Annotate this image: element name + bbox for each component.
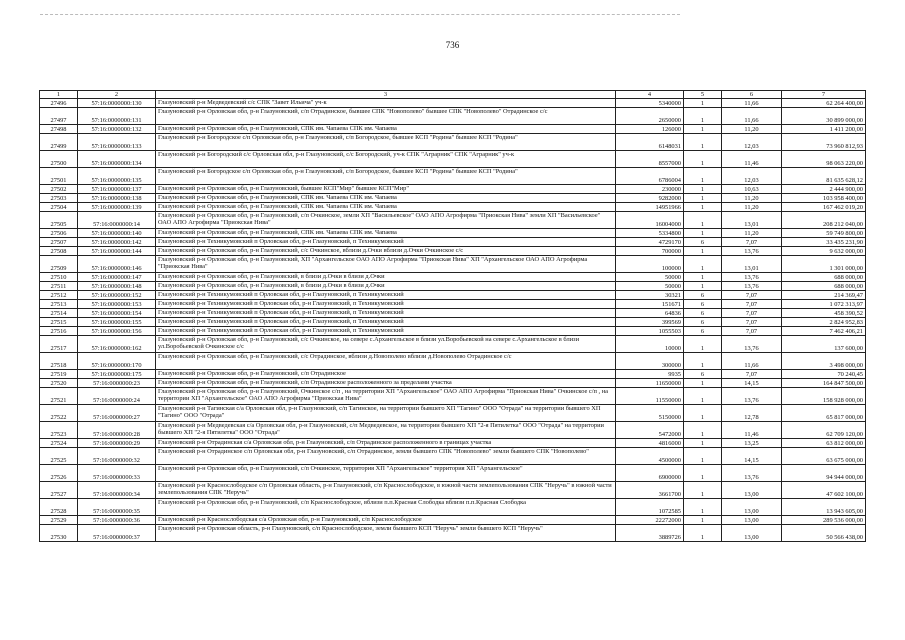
table-row [40, 134, 866, 151]
cell-coef: 12,03 [722, 168, 782, 185]
cell-area: 1055503 [616, 327, 684, 336]
cell-addr: Глазуновский р-н Орловская обл, р-н Глазуновский, с/п Отрадинское [156, 370, 616, 379]
cell-cat: 1 [684, 499, 722, 516]
cell-area: 14951966 [616, 203, 684, 212]
cell-price: 73 960 812,93 [782, 134, 866, 151]
cell-cat: 1 [684, 353, 722, 370]
cell-coef: 11,20 [722, 203, 782, 212]
cell-addr: Глазуновский р-н Отрадинское с/п Орловская обл, р-н Глазуновский, с/п Отрадинское, земли бывшего СПК "Новополево" земли бывшего СПК "Новополево" [156, 448, 616, 465]
cell-area: 1072585 [616, 499, 684, 516]
cell-coef: 10,63 [722, 185, 782, 194]
cell-coef: 7,07 [722, 238, 782, 247]
cell-kn: 57:16:0000000:138 [78, 194, 156, 203]
cell-id: 27530 [40, 525, 78, 542]
cell-kn: 57:16:0000000:37 [78, 525, 156, 542]
cell-kn: 57:16:0000000:35 [78, 499, 156, 516]
cell-addr: Глазуновский р-н Орловская обл, р-н Глазуновский, с/п Краснослободское, вблизи п.п.Красная Слободка вблизи п.п.Красная Слободка [156, 499, 616, 516]
cell-kn: 57:16:0000000:144 [78, 247, 156, 256]
cell-coef: 11,66 [722, 108, 782, 125]
cell-coef: 11,20 [722, 125, 782, 134]
cell-addr: Глазуновский р-н Орловская обл, р-н Глазуновский, СПК им. Чапаева СПК им. Чапаева [156, 125, 616, 134]
cell-kn: 57:16:0000000:27 [78, 405, 156, 422]
cell-area: 100000 [616, 256, 684, 273]
table-row [40, 318, 866, 327]
cell-cat: 1 [684, 448, 722, 465]
cell-price: 208 212 040,00 [782, 212, 866, 229]
cell-coef: 7,07 [722, 318, 782, 327]
cell-coef: 13,00 [722, 516, 782, 525]
cell-cat: 1 [684, 99, 722, 108]
cell-addr: Глазуновский р-н Орловская область, р-н Глазуновский, с/п Краснослободское, земли бывшего КСП "Неручь" земли бывшего КСП "Неручь" [156, 525, 616, 542]
cell-price: 59 749 800,00 [782, 229, 866, 238]
cell-area: 2650000 [616, 108, 684, 125]
cell-addr: Глазуновский р-н Техникумовский п Орловская обл, р-н Глазуновский, п Техникумовский [156, 327, 616, 336]
table-row [40, 238, 866, 247]
cell-id: 27506 [40, 229, 78, 238]
table-row [40, 439, 866, 448]
cell-kn: 57:16:0000000:137 [78, 185, 156, 194]
cell-id: 27499 [40, 134, 78, 151]
cell-coef: 11,66 [722, 99, 782, 108]
cell-id: 27524 [40, 439, 78, 448]
cell-price: 2 444 900,00 [782, 185, 866, 194]
table-row [40, 273, 866, 282]
table-row [40, 229, 866, 238]
cell-addr: Глазуновский р-н Техникумовский п Орловская обл, р-н Глазуновский, п Техникумовский [156, 238, 616, 247]
cell-coef: 11,66 [722, 353, 782, 370]
cell-area: 6786004 [616, 168, 684, 185]
cell-area: 4729170 [616, 238, 684, 247]
table-row [40, 379, 866, 388]
cell-cat: 1 [684, 516, 722, 525]
cell-coef: 13,76 [722, 465, 782, 482]
cell-addr: Глазуновский р-н Богородское с/п Орловская обл, р-н Глазуновский, с/п Богородское, бывшее КСП "Родина" бывшее КСП "Родина" [156, 134, 616, 151]
cell-kn: 57:16:0000000:135 [78, 168, 156, 185]
cell-area: 230000 [616, 185, 684, 194]
cell-coef: 14,15 [722, 448, 782, 465]
cell-kn: 57:16:0000000:130 [78, 99, 156, 108]
cell-price: 103 958 400,00 [782, 194, 866, 203]
table-row [40, 300, 866, 309]
cell-kn: 57:16:0000000:147 [78, 273, 156, 282]
cell-cat: 6 [684, 318, 722, 327]
cell-cat: 1 [684, 336, 722, 353]
cell-kn: 57:16:0000000:33 [78, 465, 156, 482]
table-row [40, 168, 866, 185]
table-row [40, 482, 866, 499]
cell-addr: Глазуновский р-н Орловская обл, р-н Глазуновский, СПК им. Чапаева СПК им. Чапаева [156, 203, 616, 212]
cell-cat: 1 [684, 108, 722, 125]
cell-price: 214 369,47 [782, 291, 866, 300]
cell-addr: Глазуновский р-н Орловская обл, р-н Глазуновский, с/с Отрадинское, вблизи д.Новополево вблизи д.Новополево Отрадинское с/с [156, 353, 616, 370]
cell-id: 27501 [40, 168, 78, 185]
cell-cat: 1 [684, 185, 722, 194]
cell-area: 700000 [616, 247, 684, 256]
cell-kn: 57:16:0000000:148 [78, 282, 156, 291]
table-row [40, 256, 866, 273]
cell-kn: 57:16:0000000:134 [78, 151, 156, 168]
cell-kn: 57:16:0000000:23 [78, 379, 156, 388]
cell-id: 27519 [40, 370, 78, 379]
cell-area: 9935 [616, 370, 684, 379]
cell-area: 50000 [616, 282, 684, 291]
cell-cat: 6 [684, 300, 722, 309]
cell-cat: 1 [684, 194, 722, 203]
table-row [40, 151, 866, 168]
cell-id: 27513 [40, 300, 78, 309]
cell-addr: Глазуновский р-н Орловская обл, р-н Глазуновский, СПК им. Чапаева СПК им. Чапаева [156, 194, 616, 203]
cell-id: 27500 [40, 151, 78, 168]
cell-kn: 57:16:0000000:156 [78, 327, 156, 336]
header-col-6: 6 [722, 91, 782, 99]
cell-coef: 14,15 [722, 379, 782, 388]
cell-id: 27507 [40, 238, 78, 247]
cell-addr: Глазуновский р-н Орловская обл, р-н Глазуновский, с/с Очкинское, вблизи д.Очки вблизи д.Очки Очкинское с/с [156, 247, 616, 256]
cell-area: 30321 [616, 291, 684, 300]
table-row [40, 185, 866, 194]
cell-kn: 57:16:0000000:140 [78, 229, 156, 238]
cell-kn: 57:16:0000000:154 [78, 309, 156, 318]
cell-addr: Глазуновский р-н Орловская обл, р-н Глазуновский, в близи д.Очки в близи д.Очки [156, 273, 616, 282]
cell-area: 64836 [616, 309, 684, 318]
cell-area: 300000 [616, 353, 684, 370]
table-row [40, 448, 866, 465]
cell-cat: 1 [684, 422, 722, 439]
cell-id: 27505 [40, 212, 78, 229]
cell-price: 33 435 231,90 [782, 238, 866, 247]
cell-price: 13 943 605,00 [782, 499, 866, 516]
cell-addr: Глазуновский р-н Техникумовский п Орловская обл, р-н Глазуновский, п Техникумовский [156, 300, 616, 309]
cell-price: 65 817 000,00 [782, 405, 866, 422]
table-row [40, 336, 866, 353]
cell-area: 16004000 [616, 212, 684, 229]
cell-cat: 1 [684, 203, 722, 212]
cell-kn: 57:16:0000000:155 [78, 318, 156, 327]
cell-price: 70 240,45 [782, 370, 866, 379]
table-row [40, 203, 866, 212]
cell-addr: Глазуновский р-н Орловская обл, р-н Глазуновский, с/п Очкинское, территория ХП "Архангельское" территория ХП "Архангельское" [156, 465, 616, 482]
cell-area: 3889726 [616, 525, 684, 542]
cell-id: 27523 [40, 422, 78, 439]
cell-cat: 1 [684, 465, 722, 482]
cell-kn: 57:16:0000000:146 [78, 256, 156, 273]
cell-coef: 13,00 [722, 499, 782, 516]
cell-coef: 7,07 [722, 291, 782, 300]
cell-id: 27497 [40, 108, 78, 125]
cell-coef: 13,00 [722, 525, 782, 542]
cell-addr: Глазуновский р-н Орловская обл, р-н Глазуновский, с/п Очкинское, земли ХП "Васильевское" ОАО АПО Агрофирма "Приокская Нива" земли ХП "Васильевское" ОАО АПО Агрофирма "Приокская Нива" [156, 212, 616, 229]
table-row [40, 499, 866, 516]
cell-id: 27516 [40, 327, 78, 336]
cell-id: 27502 [40, 185, 78, 194]
cell-cat: 1 [684, 134, 722, 151]
cell-area: 11650000 [616, 379, 684, 388]
cell-coef: 11,20 [722, 229, 782, 238]
cell-addr: Глазуновский р-н Орловская обл, р-н Глазуновский, Очкинское с/п , на территории ХП "Архангельское" ОАО АПО Агрофирма "Приокская Нива" Очкинское с/п , на территории ХП "Архангельское" ОАО АПО Агрофирма "Приокская Нива" [156, 388, 616, 405]
cell-coef: 13,01 [722, 256, 782, 273]
cell-cat: 6 [684, 327, 722, 336]
cell-price: 81 635 628,12 [782, 168, 866, 185]
table-row [40, 327, 866, 336]
header-col-7: 7 [782, 91, 866, 99]
cell-coef: 13,76 [722, 247, 782, 256]
table-row [40, 525, 866, 542]
cell-coef: 7,07 [722, 327, 782, 336]
cell-addr: Глазуновский р-н Отрадинская с/а Орловская обл, р-н Глазуновский, с/п Отрадинское расположенного в границах участка [156, 439, 616, 448]
cell-cat: 1 [684, 212, 722, 229]
cell-price: 50 566 438,00 [782, 525, 866, 542]
cell-id: 27517 [40, 336, 78, 353]
cell-price: 688 000,00 [782, 273, 866, 282]
cell-price: 7 462 406,21 [782, 327, 866, 336]
cell-kn: 57:16:0000000:142 [78, 238, 156, 247]
cell-addr: Глазуновский р-н Медведевский с/с СПК "Завет Ильича" уч-к [156, 99, 616, 108]
cell-area: 6900000 [616, 465, 684, 482]
cell-price: 1 301 000,00 [782, 256, 866, 273]
cell-kn: 57:16:0000000:133 [78, 134, 156, 151]
cell-cat: 1 [684, 168, 722, 185]
cell-id: 27515 [40, 318, 78, 327]
cell-id: 27504 [40, 203, 78, 212]
cell-kn: 57:16:0000000:36 [78, 516, 156, 525]
cell-cat: 6 [684, 309, 722, 318]
cell-cat: 6 [684, 291, 722, 300]
cell-cat: 6 [684, 238, 722, 247]
cell-coef: 13,00 [722, 482, 782, 499]
cell-cat: 1 [684, 388, 722, 405]
cell-area: 8557000 [616, 151, 684, 168]
cell-price: 458 390,52 [782, 309, 866, 318]
scan-edge-line [40, 14, 680, 15]
cell-cat: 1 [684, 525, 722, 542]
cell-id: 27529 [40, 516, 78, 525]
cell-area: 4500000 [616, 448, 684, 465]
table-row [40, 370, 866, 379]
cell-id: 27526 [40, 465, 78, 482]
cell-addr: Глазуновский р-н Техникумовский п Орловская обл, р-н Глазуновский, п Техникумовский [156, 291, 616, 300]
cell-price: 47 602 100,00 [782, 482, 866, 499]
page-number: 736 [445, 40, 460, 50]
cell-kn: 57:16:0000000:139 [78, 203, 156, 212]
cell-addr: Глазуновский р-н Орловская обл, р-н Глазуновский, ХП "Архангельское ОАО АПО Агрофирма "Приокская Нива" ХП "Архангельское ОАО АПО Агрофирма "Приокская Нива" [156, 256, 616, 273]
cell-price: 3 498 000,00 [782, 353, 866, 370]
table-row [40, 353, 866, 370]
cell-coef: 13,76 [722, 336, 782, 353]
cell-id: 27508 [40, 247, 78, 256]
cell-kn: 57:16:0000000:32 [78, 448, 156, 465]
cell-id: 27511 [40, 282, 78, 291]
cell-cat: 1 [684, 256, 722, 273]
cell-addr: Глазуновский р-н Богородское с/п Орловская обл, р-н Глазуновский, с/п Богородское, бывшее КСП "Родина" бывшее КСП "Родина" [156, 168, 616, 185]
cell-area: 5334800 [616, 229, 684, 238]
cell-id: 27498 [40, 125, 78, 134]
cell-kn: 57:16:0000000:170 [78, 353, 156, 370]
cell-cat: 1 [684, 282, 722, 291]
cell-coef: 12,78 [722, 405, 782, 422]
table-row [40, 291, 866, 300]
header-col-1: 1 [40, 91, 78, 99]
cell-area: 4816000 [616, 439, 684, 448]
table-row [40, 405, 866, 422]
cell-kn: 57:16:0000000:28 [78, 422, 156, 439]
table-row [40, 125, 866, 134]
table-body [40, 99, 866, 542]
cell-kn: 57:16:0000000:175 [78, 370, 156, 379]
cell-coef: 12,03 [722, 134, 782, 151]
cell-area: 6148031 [616, 134, 684, 151]
cell-id: 27510 [40, 273, 78, 282]
cell-kn: 57:16:0000000:153 [78, 300, 156, 309]
cell-coef: 11,46 [722, 422, 782, 439]
cell-addr: Глазуновский р-н Техникумовский п Орловская обл, р-н Глазуновский, п Техникумовский [156, 318, 616, 327]
header-col-5: 5 [684, 91, 722, 99]
cell-addr: Глазуновский р-н Орловская обл, р-н Глазуновский, в близи д.Очки в близи д.Очки [156, 282, 616, 291]
cell-coef: 13,25 [722, 439, 782, 448]
cell-cat: 1 [684, 273, 722, 282]
cell-area: 5340000 [616, 99, 684, 108]
cell-addr: Глазуновский р-н Орловская обл, р-н Глазуновский, с/с Очкинское, на севере с.Архангельское в близи ул.Воробьевской на севере с.Архангельское в близи ул.Воробьевской Очкинское с/с [156, 336, 616, 353]
table-row [40, 212, 866, 229]
cell-cat: 1 [684, 229, 722, 238]
cell-coef: 7,07 [722, 300, 782, 309]
cell-cat: 6 [684, 370, 722, 379]
cell-price: 98 063 220,00 [782, 151, 866, 168]
cell-coef: 7,07 [722, 370, 782, 379]
cell-id: 27496 [40, 99, 78, 108]
cell-addr: Глазуновский р-н Орловская обл, р-н Глазуновский, бывшее КСП"Мир" бывшее КСП"Мир" [156, 185, 616, 194]
cadastral-table [39, 90, 866, 542]
cell-id: 27522 [40, 405, 78, 422]
cell-price: 167 462 019,20 [782, 203, 866, 212]
cell-cat: 1 [684, 247, 722, 256]
cell-cat: 1 [684, 379, 722, 388]
cell-area: 11550000 [616, 388, 684, 405]
cell-price: 158 928 000,00 [782, 388, 866, 405]
cell-id: 27503 [40, 194, 78, 203]
cell-kn: 57:16:0000000:34 [78, 482, 156, 499]
cell-kn: 57:16:0000000:24 [78, 388, 156, 405]
header-col-4: 4 [616, 91, 684, 99]
cell-area: 50000 [616, 273, 684, 282]
cell-coef: 13,01 [722, 212, 782, 229]
cell-coef: 13,76 [722, 282, 782, 291]
cell-price: 9 632 000,00 [782, 247, 866, 256]
cell-addr: Глазуновский р-н Орловская обл, р-н Глазуновский, с/п Отрадинское, бывшее СПК "Новополево" бывшее СПК "Новополево" Отрадинское с/с [156, 108, 616, 125]
cell-id: 27521 [40, 388, 78, 405]
header-row [40, 91, 866, 99]
cell-area: 3661700 [616, 482, 684, 499]
header-col-3: 3 [156, 91, 616, 99]
table-row [40, 516, 866, 525]
cell-price: 62 709 120,00 [782, 422, 866, 439]
cell-cat: 1 [684, 482, 722, 499]
cell-price: 1 411 200,00 [782, 125, 866, 134]
cell-coef: 13,76 [722, 273, 782, 282]
cell-cat: 1 [684, 405, 722, 422]
cell-coef: 11,20 [722, 194, 782, 203]
cell-id: 27525 [40, 448, 78, 465]
cell-price: 164 847 500,00 [782, 379, 866, 388]
cell-kn: 57:16:0000000:132 [78, 125, 156, 134]
cell-kn: 57:16:0000000:131 [78, 108, 156, 125]
cell-addr: Глазуновский р-н Тагинская с/а Орловская обл, р-н Глазуновский, с/п Тагинское, на территории бывшего ХП "Тагино" ООО "Отрада" на территории бывшего ХП "Тагино" ООО "Отрада" [156, 405, 616, 422]
table-row [40, 194, 866, 203]
cell-cat: 1 [684, 125, 722, 134]
table-row [40, 108, 866, 125]
cell-id: 27512 [40, 291, 78, 300]
cell-area: 22272000 [616, 516, 684, 525]
cell-price: 137 600,00 [782, 336, 866, 353]
cell-price: 94 944 000,00 [782, 465, 866, 482]
cell-price: 289 536 000,00 [782, 516, 866, 525]
cell-addr: Глазуновский р-н Краснослободское с/п Орловская область, р-н Глазуновский, с/п Краснослободское, в южной части землепользования СПК "Неручь" в южной части землепользования СПК "Неручь" [156, 482, 616, 499]
cell-addr: Глазуновский р-н Медведевская с/а Орловская обл, р-н Глазуновский, с/п Медведевское, на территории бывшего ХП "2-я Пятилетка" ООО "Отрада" на территории бывшего ХП "2-я Пятилетка" ООО "Отрада" [156, 422, 616, 439]
cell-coef: 7,07 [722, 309, 782, 318]
table-row [40, 465, 866, 482]
cell-addr: Глазуновский р-н Богородский с/с Орловская обл, р-н Глазуновский, с/с Богородский, уч-к СПК "Аграрник" СПК "Аграрник" уч-к [156, 151, 616, 168]
cell-area: 5472000 [616, 422, 684, 439]
cell-kn: 57:16:0000000:152 [78, 291, 156, 300]
table-row [40, 247, 866, 256]
cell-addr: Глазуновский р-н Орловская обл, р-н Глазуновский, СПК им. Чапаева СПК им. Чапаева [156, 229, 616, 238]
cell-cat: 1 [684, 151, 722, 168]
cell-cat: 1 [684, 439, 722, 448]
cell-id: 27518 [40, 353, 78, 370]
cell-id: 27520 [40, 379, 78, 388]
table-row [40, 422, 866, 439]
cell-price: 688 000,00 [782, 282, 866, 291]
cell-area: 126000 [616, 125, 684, 134]
cell-kn: 57:16:0000000:29 [78, 439, 156, 448]
cell-area: 9282000 [616, 194, 684, 203]
cell-addr: Глазуновский р-н Орловская обл, р-н Глазуновский, с/п Отрадинское расположенного за пределами участка [156, 379, 616, 388]
table-row [40, 282, 866, 291]
cell-kn: 57:16:0000000:162 [78, 336, 156, 353]
table-row [40, 309, 866, 318]
cell-area: 10000 [616, 336, 684, 353]
header-col-2: 2 [78, 91, 156, 99]
cell-addr: Глазуновский р-н Техникумовский п Орловская обл, р-н Глазуновский, п Техникумовский [156, 309, 616, 318]
cell-id: 27528 [40, 499, 78, 516]
cell-price: 63 675 000,00 [782, 448, 866, 465]
cell-price: 62 264 400,00 [782, 99, 866, 108]
cell-area: 399569 [616, 318, 684, 327]
cell-area: 151671 [616, 300, 684, 309]
cell-id: 27527 [40, 482, 78, 499]
table-row [40, 99, 866, 108]
cell-addr: Глазуновский р-н Краснослободская с/а Орловская обл, р-н Глазуновский, с/п Краснослободское [156, 516, 616, 525]
cell-price: 63 812 000,00 [782, 439, 866, 448]
cell-coef: 11,46 [722, 151, 782, 168]
table-row [40, 388, 866, 405]
cell-price: 30 899 000,00 [782, 108, 866, 125]
cell-area: 5150000 [616, 405, 684, 422]
cell-price: 2 824 952,83 [782, 318, 866, 327]
cell-id: 27509 [40, 256, 78, 273]
cell-kn: 57:16:0000000:14 [78, 212, 156, 229]
cell-coef: 13,76 [722, 388, 782, 405]
cell-price: 1 072 313,97 [782, 300, 866, 309]
cell-id: 27514 [40, 309, 78, 318]
